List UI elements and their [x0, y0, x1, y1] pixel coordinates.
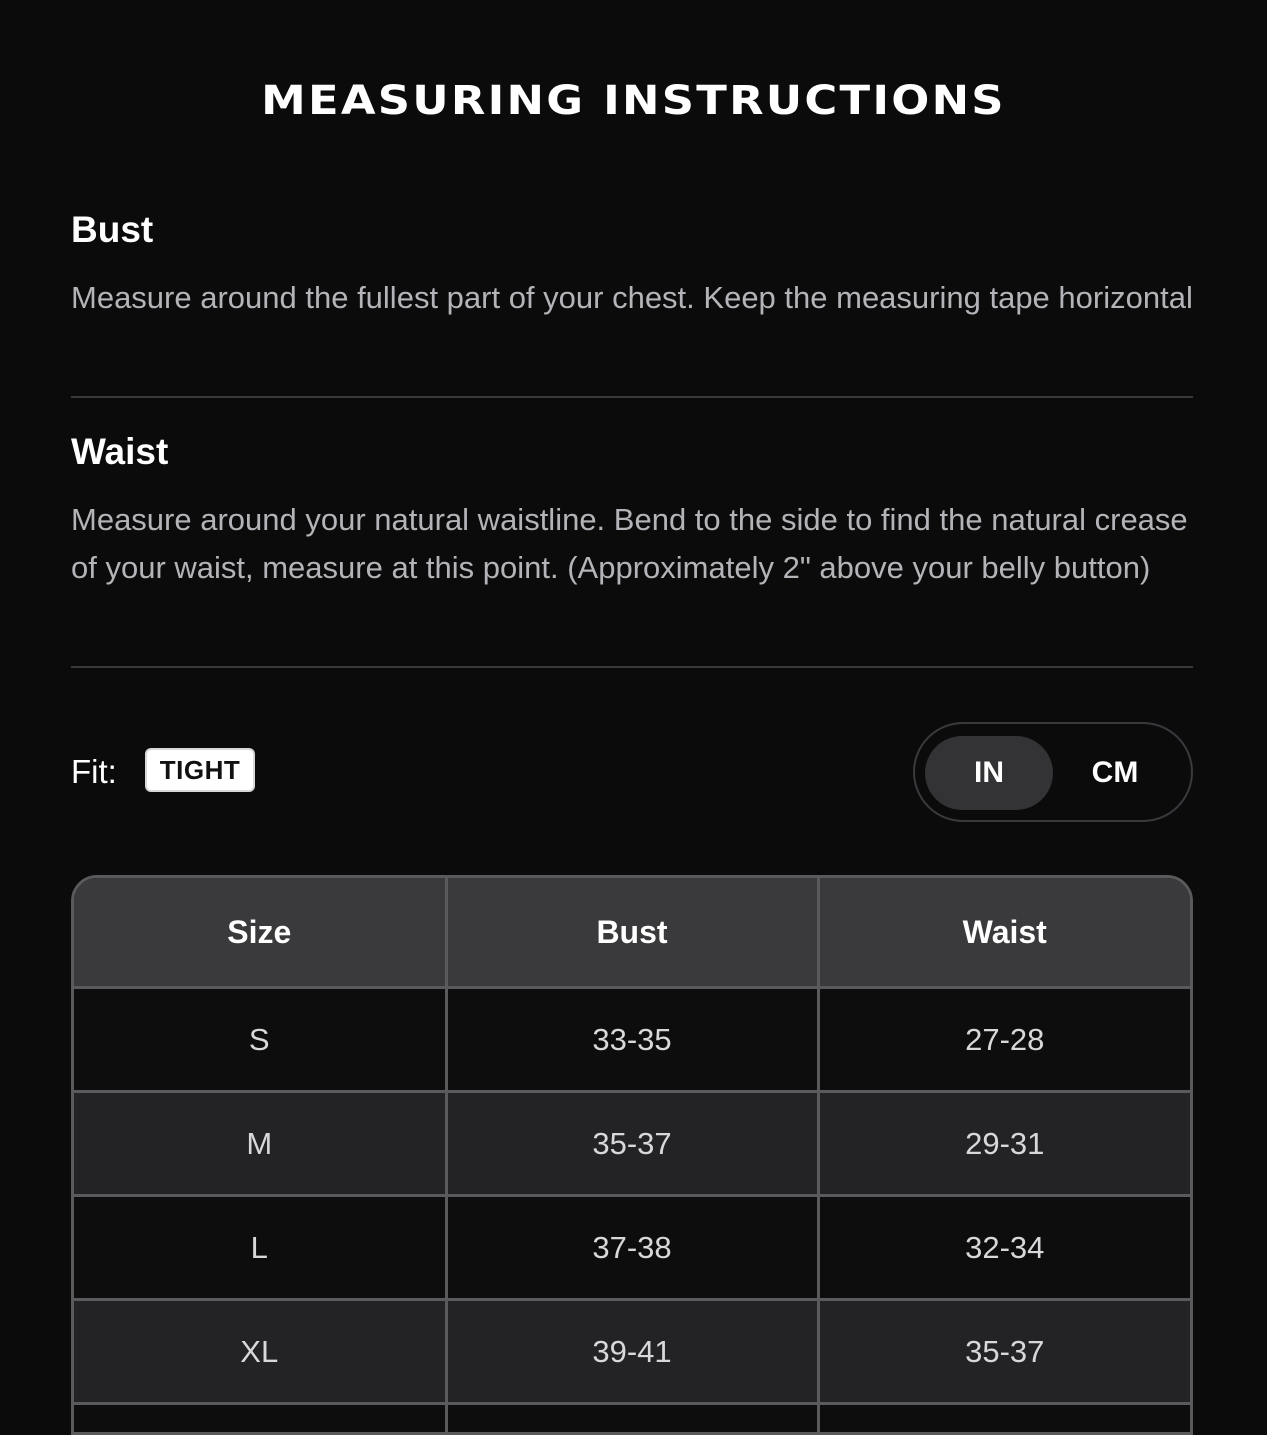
- waist-heading: Waist: [71, 430, 1193, 474]
- cell-waist: [818, 1404, 1190, 1435]
- cell-bust: 35-37: [446, 1092, 818, 1196]
- table-row: [74, 1196, 1190, 1300]
- cell-bust: 39-41: [446, 1300, 818, 1404]
- table-row: [74, 1404, 1190, 1435]
- cell-waist: 32-34: [818, 1196, 1190, 1300]
- cell-bust: [446, 1404, 818, 1435]
- cell-waist: 29-31: [818, 1092, 1190, 1196]
- divider: [71, 666, 1193, 668]
- fit-row: [71, 722, 1193, 822]
- cell-size: L: [74, 1196, 446, 1300]
- cell-bust: 37-38: [446, 1196, 818, 1300]
- header-size: Size: [74, 878, 446, 988]
- header-bust: Bust: [446, 878, 818, 988]
- unit-option-cm[interactable]: CM: [1051, 736, 1179, 810]
- cell-size: M: [74, 1092, 446, 1196]
- unit-option-in[interactable]: IN: [925, 736, 1053, 810]
- cell-waist: 35-37: [818, 1300, 1190, 1404]
- cell-bust: 33-35: [446, 988, 818, 1092]
- table-row: [74, 1300, 1190, 1404]
- table-row: [74, 1092, 1190, 1196]
- waist-description: Measure around your natural waistline. Bend to the side to find the natural crease of your waist, measure at this point. (Approximately 2" above your belly button): [71, 496, 1193, 592]
- size-chart-table: [71, 875, 1193, 1435]
- cell-waist: 27-28: [818, 988, 1190, 1092]
- table-header-row: [74, 878, 1190, 988]
- divider: [71, 396, 1193, 398]
- cell-size: XL: [74, 1300, 446, 1404]
- page-title: MEASURING INSTRUCTIONS: [0, 76, 1267, 126]
- fit-label: Fit:: [71, 752, 117, 792]
- header-waist: Waist: [818, 878, 1190, 988]
- bust-description: Measure around the fullest part of your chest. Keep the measuring tape horizontal: [71, 274, 1193, 322]
- bust-heading: Bust: [71, 208, 1193, 252]
- fit-badge: TIGHT: [145, 748, 255, 792]
- bust-instruction: [71, 208, 1193, 322]
- cell-size: S: [74, 988, 446, 1092]
- table-row: [74, 988, 1190, 1092]
- waist-instruction: [71, 430, 1193, 592]
- unit-toggle[interactable]: [913, 722, 1193, 822]
- cell-size: [74, 1404, 446, 1435]
